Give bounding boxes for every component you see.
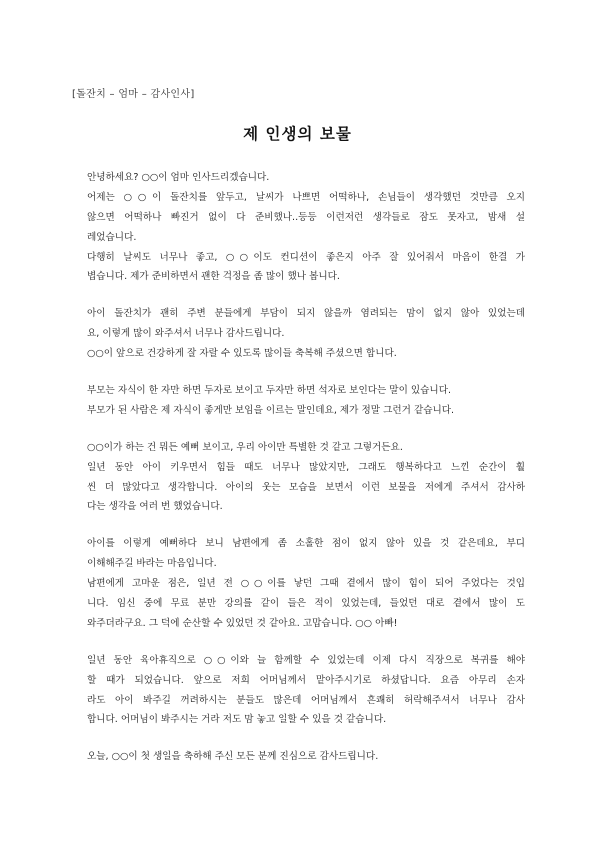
document-body xyxy=(87,168,525,784)
text-line: 오늘, ○○이 첫 생일을 축하해 주신 모든 분께 진심으로 감사드립니다. xyxy=(87,751,379,763)
text-line: 부모가 된 사람은 제 자식이 좋게만 보임을 이르는 말인데요, 제가 정말 그런거 같습니다. xyxy=(87,404,455,416)
paragraph xyxy=(87,381,525,421)
text-line: 니다. 임신 중에 무료 분만 강의를 같이 들은 적이 있었는데, 들었던 대로 곁에서 많이 도 xyxy=(87,598,525,610)
paragraph xyxy=(87,438,525,518)
text-line: 안녕하세요? ○○이 엄마 인사드리겠습니다. xyxy=(87,172,270,183)
text-line: 어제는 ○○이 돌잔치를 앞두고, 날씨가 나쁘면 어떡하나, 손님들이 생각했던 것만큼 오지 xyxy=(87,191,525,203)
text-line: 일년 동안 아이 키우면서 힘들 때도 너무나 많았지만, 그래도 행복하다고 느낀 순간이 훨 xyxy=(87,461,525,473)
text-line: 일년 동안 육아휴직으로 ○○이와 늘 함께할 수 있었는데 이제 다시 직장으로 복귀를 해야 xyxy=(87,654,525,666)
paragraph xyxy=(87,168,525,287)
text-line: 다는 생각을 여러 번 했었습니다. xyxy=(87,501,223,513)
document-category-tag: [돌잔치 – 엄마 – 감사인사] xyxy=(72,89,195,100)
text-line: ○○이 앞으로 건강하게 잘 자랄 수 있도록 많이들 축복해 주셨으면 합니다. xyxy=(87,348,397,360)
text-line: 할 때가 되었습니다. 앞으로 저희 어머님께서 맡아주시기로 하셨답니다. 요즘 아무리 손자 xyxy=(87,674,525,686)
text-line: 씬 더 많았다고 생각합니다. 아이의 웃는 모습을 보면서 이런 보물을 저에게 주셔서 감사하 xyxy=(87,481,525,493)
text-line: 부모는 자식이 한 자만 하면 두자로 보이고 두자만 하면 석자로 보인다는 말이 있습니다. xyxy=(87,385,452,397)
text-line: ○○이가 하는 건 뭐든 예뻐 보이고, 우리 아이만 특별한 것 같고 그렇거든요. xyxy=(87,441,403,453)
text-line: 않으면 어떡하나 빠진거 없이 다 준비했나..등등 이런저런 생각들로 잠도 못자고, 밤새 설 xyxy=(87,211,525,223)
paragraph xyxy=(87,747,525,767)
paragraph xyxy=(87,534,525,633)
text-line: 합니다. 어머님이 봐주시는 거라 저도 맘 놓고 일할 수 있을 것 같습니다. xyxy=(87,714,387,726)
text-line: 라도 아이 봐주길 꺼려하시는 분들도 많은데 어머님께서 흔쾌히 허락해주셔서 너무나 감사 xyxy=(87,694,525,706)
document-title: 제 인생의 보물 xyxy=(243,125,352,143)
text-line: 요, 이렇게 많이 와주셔서 너무나 감사드립니다. xyxy=(87,328,285,340)
text-line: 와주더라구요. 그 덕에 순산할 수 있었던 것 같아요. 고맙습니다. ○○ 아빠! xyxy=(87,617,398,629)
paragraph xyxy=(87,304,525,364)
text-line: 아이를 이렇게 예뻐하다 보니 남편에게 좀 소홀한 점이 없지 않아 있을 것 같은데요, 부디 xyxy=(87,538,525,550)
text-line: 다행히 날씨도 너무나 좋고, ○○이도 컨디션이 좋은지 아주 잘 있어줘서 마음이 한결 가 xyxy=(87,251,525,263)
paragraph xyxy=(87,651,525,731)
text-line: 볍습니다. 제가 준비하면서 괜한 걱정을 좀 많이 했나 봅니다. xyxy=(87,271,340,283)
text-line: 남편에게 고마운 점은, 일년 전 ○○이를 낳던 그때 곁에서 많이 힘이 되어 주었다는 것입 xyxy=(87,578,525,590)
text-line: 이해해주길 바라는 마음입니다. xyxy=(87,558,217,570)
text-line: 아이 돌잔치가 괜히 주변 분들에게 부담이 되지 않을까 염려되는 맘이 없지 않아 있었는데 xyxy=(87,308,525,320)
text-line: 레었습니다. xyxy=(87,231,137,243)
